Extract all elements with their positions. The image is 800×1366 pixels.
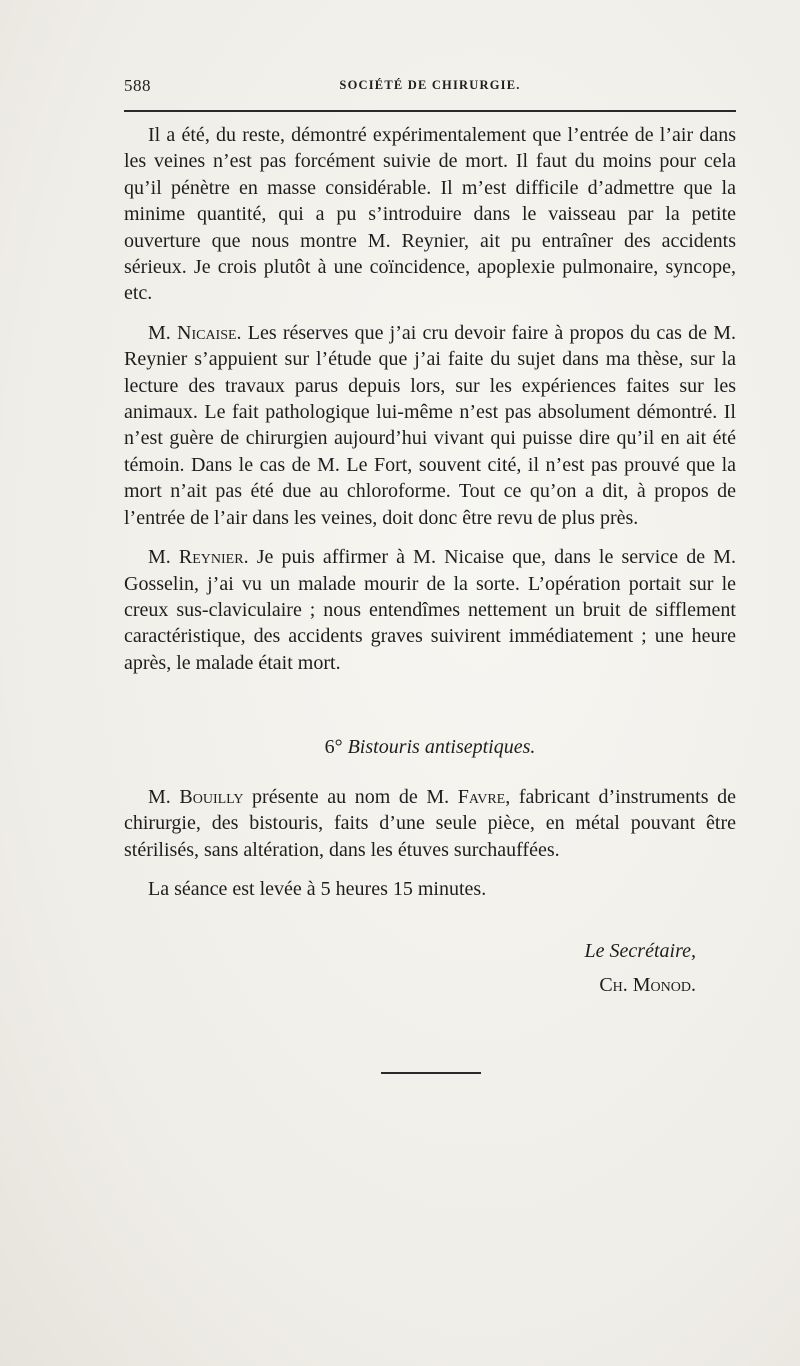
paragraph-air-embolism: Il a été, du reste, démontré expérimentalement que l’entrée de l’air dans les veines n’est pas forcément suivie de mort. Il faut du moins pour cela qu’il pénètre en masse considérable. Il m’est difficile d’admettre que la minime quantité, qui a pu s’introduire dans le vaisseau par la petite ouverture que nous montre M. Reynier, ait pu entraîner des accidents sérieux. Je crois plutôt à une coïncidence, apoplexie pulmonaire, syncope, etc.: [124, 124, 736, 305]
paragraph-presentation: [124, 784, 736, 863]
body-text: [124, 122, 736, 676]
speaker-bouilly: Bouilly: [179, 786, 244, 808]
presentation-text-b: , fabricant d’instruments de chirurgie, des bistouris, faits d’une seule pièce, en métal pouvant être stérilisés, sans altération, dans les étuves surchauffées.: [124, 786, 736, 861]
paragraph-nicaise-text: Les réserves que j’ai cru devoir faire à propos du cas de M. Reynier s’appuient sur l’étude que j’ai faite du sujet dans ma thèse, sur la lecture des travaux parus depuis lors, sur les expériences faites sur les animaux. Le fait pathologique lui-même n’est pas absolument démontré. Il n’est guère de chirurgien aujourd’hui vivant qui puisse dire qu’il en ait été témoin. Dans le cas de M. Le Fort, souvent cité, il n’est pas prouvé que la mort n’ait pas été due au chloroforme. Tout ce qu’on a dit, à propos de l’entrée de l’air dans les veines, doit donc être revu de plus près.: [124, 321, 737, 529]
signature-role: Le Secrétaire,: [584, 940, 696, 962]
speaker-reynier: M. Reynier.: [148, 546, 249, 569]
signature-block: [585, 934, 696, 1002]
page-header: [124, 76, 736, 100]
paragraph-reynier: [124, 544, 736, 676]
section-heading: [124, 736, 736, 759]
signature-name: Ch. Monod.: [599, 974, 696, 996]
presentation-prefix: M.: [148, 786, 180, 808]
paragraph-nicaise: [124, 320, 736, 531]
end-rule: [381, 1072, 481, 1074]
page-number: 588: [124, 76, 151, 95]
speaker-nicaise: M. Nicaise.: [148, 321, 242, 344]
closing-line: La séance est levée à 5 heures 15 minutes.: [148, 878, 487, 901]
header-rule: [124, 110, 736, 112]
paragraph-reynier-text: Je puis affirmer à M. Nicaise que, dans le service de M. Gosselin, j’ai vu un malade mourir de la sorte. L’opération portait sur le creux sus-claviculaire ; nous entendîmes nettement un bruit de sifflement caractéristique, des accidents graves suivirent immédiatement ; une heure après, le malade était mort.: [124, 546, 737, 674]
maker-favre: Favre: [457, 786, 506, 808]
section-title: Bistouris antiseptiques.: [347, 736, 536, 758]
body-text-2: [124, 784, 736, 903]
section-number: 6°: [324, 736, 343, 758]
presentation-text-a: présente au nom de M.: [243, 786, 458, 808]
running-head: SOCIÉTÉ DE CHIRURGIE.: [339, 78, 521, 92]
